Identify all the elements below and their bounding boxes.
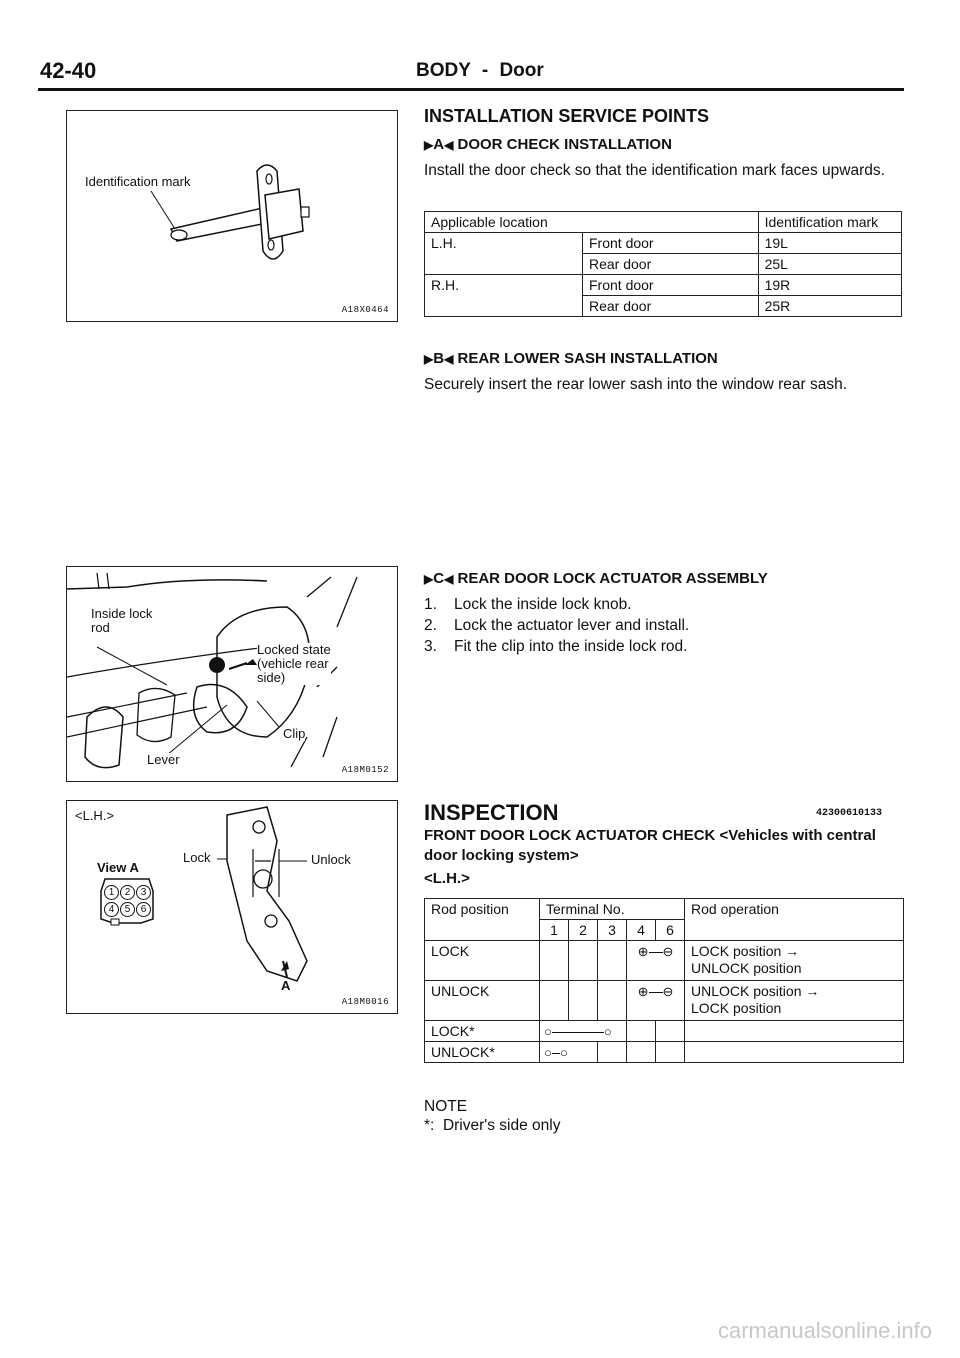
subsection-title: Door <box>499 60 544 81</box>
connection-line <box>552 1053 560 1054</box>
fig2-label-locked-state: Locked state (vehicle rear side) <box>257 642 331 685</box>
terminal-circle-icon: ○ <box>603 1024 612 1039</box>
fig3-label-unlock: Unlock <box>311 852 351 867</box>
list-item <box>424 615 689 636</box>
step-text: Lock the actuator lever and install. <box>454 617 690 634</box>
step-text: Lock the inside lock knob. <box>454 596 632 613</box>
identification-mark-table <box>424 211 902 317</box>
terminal-header: 4 <box>627 920 656 941</box>
step-b-marker: B <box>433 350 445 367</box>
step-b-text: Securely insert the rear lower sash into the window rear sash. <box>424 376 848 393</box>
step-c-title: REAR DOOR LOCK ACTUATOR ASSEMBLY <box>457 570 768 587</box>
play-left-icon: ◀ <box>444 138 454 152</box>
cell-door: Front door <box>583 233 759 254</box>
step-a-text: Install the door check so that the identification mark faces upwards. <box>424 162 885 179</box>
fig3-label-lock: Lock <box>183 850 211 865</box>
connector-pin-row <box>104 885 152 900</box>
positive-terminal-icon: ⊕ <box>637 984 649 999</box>
fig3-code: A18M0016 <box>341 997 389 1007</box>
positive-terminal-icon: ⊕ <box>637 944 649 959</box>
play-left-icon: ◀ <box>444 572 454 586</box>
step-c-marker: C <box>433 570 445 587</box>
play-right-icon: ▶ <box>424 352 434 366</box>
fig3-label-view-a: View A <box>97 860 139 875</box>
fig3-label-side: <L.H.> <box>75 808 115 823</box>
rod-position-cell: UNLOCK* <box>425 1042 540 1063</box>
terminal-circle-icon: ○ <box>544 1024 552 1039</box>
cell-door: Rear door <box>583 254 759 275</box>
cell-side-lh: L.H. <box>425 233 583 275</box>
step-a-marker: A <box>433 136 445 153</box>
connector-pin-grid <box>104 885 152 917</box>
cell-door: Rear door <box>583 296 759 317</box>
rod-position-cell: UNLOCK <box>425 981 540 1021</box>
cell-mark: 25R <box>758 296 901 317</box>
fig2-label-clip: Clip <box>283 726 306 741</box>
watermark: carmanualsonline.info <box>717 1318 932 1343</box>
actuator-check-table <box>424 898 904 1063</box>
step-number: 1. <box>424 596 437 613</box>
note-title: NOTE <box>424 1098 468 1115</box>
installation-title: INSTALLATION SERVICE POINTS <box>424 106 710 126</box>
negative-terminal-icon: ⊖ <box>662 984 674 999</box>
table-header-rod-position: Rod position <box>425 899 540 941</box>
table-header-mark: Identification mark <box>758 212 901 233</box>
terminal-circle-icon: ○ <box>544 1045 552 1060</box>
list-item <box>424 636 689 657</box>
terminal-connection <box>627 981 685 1021</box>
pin-label: 2 <box>120 885 135 900</box>
rod-operation-cell: LOCK position → UNLOCK position <box>685 941 904 981</box>
connection-line <box>649 952 663 953</box>
fig2-label-inside-lock-rod: Inside lock rod <box>91 606 153 635</box>
connection-line <box>552 1032 604 1033</box>
negative-terminal-icon: ⊖ <box>662 944 674 959</box>
terminal-circle-icon: ○ <box>559 1045 568 1060</box>
door-check-illustration <box>67 111 397 321</box>
fig2-code: A18M0152 <box>341 765 389 775</box>
step-c-heading <box>424 570 768 587</box>
terminal-connection <box>627 941 685 981</box>
step-number: 2. <box>424 617 437 634</box>
fig1-label-identification-mark: Identification mark <box>85 174 191 189</box>
table-header-location: Applicable location <box>425 212 759 233</box>
rod-operation-cell <box>685 1021 904 1042</box>
table-header-rod-operation: Rod operation <box>685 899 904 941</box>
figure-rear-door-lock <box>66 566 398 782</box>
pin-label: 4 <box>104 902 119 917</box>
rod-operation-cell: UNLOCK position → LOCK position <box>685 981 904 1021</box>
fig3-label-pin-a: A <box>281 978 291 993</box>
header-dash: - <box>481 60 489 81</box>
step-b-title: REAR LOWER SASH INSTALLATION <box>457 350 718 367</box>
figure-door-check <box>66 110 398 322</box>
step-a-title: DOOR CHECK INSTALLATION <box>457 136 672 153</box>
page-number: 42-40 <box>40 58 97 83</box>
cell-door: Front door <box>583 275 759 296</box>
figure-lh-actuator <box>66 800 398 1014</box>
check-title: FRONT DOOR LOCK ACTUATOR CHECK <Vehicles with central door locking system> <box>424 827 876 864</box>
header-rule <box>38 88 904 91</box>
rod-operation-cell <box>685 1042 904 1063</box>
section-title: BODY <box>416 60 471 81</box>
fig2-label-lever: Lever <box>147 752 180 767</box>
terminal-header: 1 <box>540 920 569 941</box>
check-side: <L.H.> <box>424 870 470 887</box>
rod-position-cell: LOCK* <box>425 1021 540 1042</box>
step-b-heading <box>424 350 718 367</box>
terminal-connection <box>540 1042 598 1063</box>
connector-pin-row <box>104 902 152 917</box>
list-item <box>424 594 689 615</box>
step-a-heading <box>424 136 672 153</box>
terminal-header: 3 <box>598 920 627 941</box>
rod-position-cell: LOCK <box>425 941 540 981</box>
cell-mark: 25L <box>758 254 901 275</box>
step-c-list <box>424 594 689 657</box>
page-header <box>416 60 544 82</box>
cell-side-rh: R.H. <box>425 275 583 317</box>
step-number: 3. <box>424 638 437 655</box>
pin-label: 3 <box>136 885 151 900</box>
cell-mark: 19L <box>758 233 901 254</box>
connection-line <box>649 992 663 993</box>
table-header-terminal: Terminal No. <box>540 899 685 920</box>
cell-mark: 19R <box>758 275 901 296</box>
pin-label: 5 <box>120 902 135 917</box>
play-right-icon: ▶ <box>424 572 434 586</box>
inspection-code: 42300610133 <box>816 808 883 819</box>
terminal-header: 2 <box>569 920 598 941</box>
inspection-title: INSPECTION <box>424 800 559 825</box>
rear-door-lock-illustration <box>67 567 397 781</box>
pin-label: 1 <box>104 885 119 900</box>
note-text: *: Driver's side only <box>424 1117 561 1134</box>
step-text: Fit the clip into the inside lock rod. <box>454 638 688 655</box>
play-right-icon: ▶ <box>424 138 434 152</box>
fig1-code: A18X0464 <box>341 305 389 315</box>
play-left-icon: ◀ <box>444 352 454 366</box>
pin-label: 6 <box>136 902 151 917</box>
terminal-header: 6 <box>656 920 685 941</box>
terminal-connection <box>540 1021 627 1042</box>
